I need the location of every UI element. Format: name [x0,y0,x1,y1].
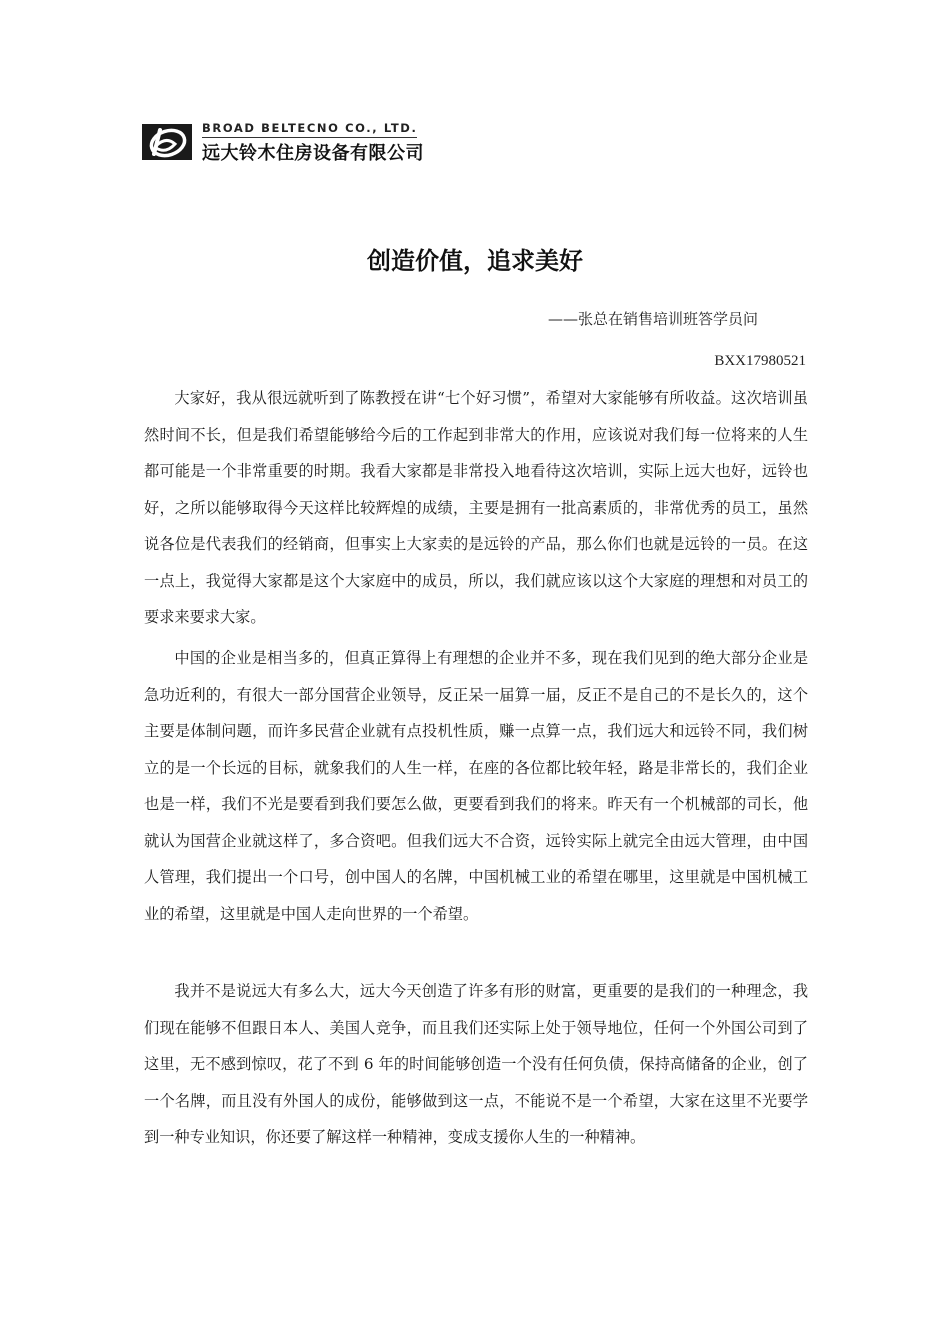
document-number: BXX17980521 [714,353,806,369]
paragraph-1: 大家好，我从很远就听到了陈教授在讲“七个好习惯”，希望对大家能够有所收益。这次培训虽然时间不长，但是我们希望能够给今后的工作起到非常大的作用，应该说对我们每一位将来的人生都可能是一个非常重要的时期。我看大家都是非常投入地看待这次培训，实际上远大也好，远铃也好，之所以能够取得今天这样比较辉煌的成绩，主要是拥有一批高素质的，非常优秀的员工，虽然说各位是代表我们的经销商，但事实上大家卖的是远铃的产品，那么你们也就是远铃的一员。在这一点上，我觉得大家都是这个大家庭中的成员，所以，我们就应该以这个大家庭的理想和对员工的要求来要求大家。 [144,389,808,626]
document-title: 创造价值，追求美好 [367,247,583,275]
company-logo [142,120,422,164]
paragraph-2: 中国的企业是相当多的，但真正算得上有理想的企业并不多，现在我们见到的绝大部分企业是急功近利的，有很大一部分国营企业领导，反正呆一届算一届，反正不是自己的不是长久的，这个主要是体制问题，而许多民营企业就有点投机性质，赚一点算一点，我们远大和远铃不同，我们树立的是一个长远的目标，就象我们的人生一样，在座的各位都比较年轻，路是非常长的，我们企业也是一样，我们不光是要看到我们要怎么做，更要看到我们的将来。昨天有一个机械部的司长，他就认为国营企业就这样了，多合资吧。但我们远大不合资，远铃实际上就完全由远大管理，由中国人管理，我们提出一个口号，创中国人的名牌，中国机械工业的希望在哪里，这里就是中国机械工业的希望，这里就是中国人走向世界的一个希望。 [144,649,808,923]
document-subtitle: ——张总在销售培训班答学员问 [548,310,759,328]
company-name-cn: 远大铃木住房设备有限公司 [202,143,424,164]
company-name-en: BROAD BELTECNO CO., LTD. [202,121,417,138]
paragraph-3: 我并不是说远大有多么大，远大今天创造了许多有形的财富，更重要的是我们的一种理念，我们现在能够不但跟日本人、美国人竞争，而且我们还实际上处于领导地位，任何一个外国公司到了这里，无不感到惊叹，花了不到 6 年的时间能够创造一个没有任何负债，保持高储备的企业，创了一个名牌，而且没有外国人的成份，能够做到这一点，不能说不是一个希望，大家在这里不光要学到一种专业知识，你还要了解这样一种精神，变成支援你人生的一种精神。 [144,982,808,1146]
broad-logo-mark-icon [142,124,192,160]
